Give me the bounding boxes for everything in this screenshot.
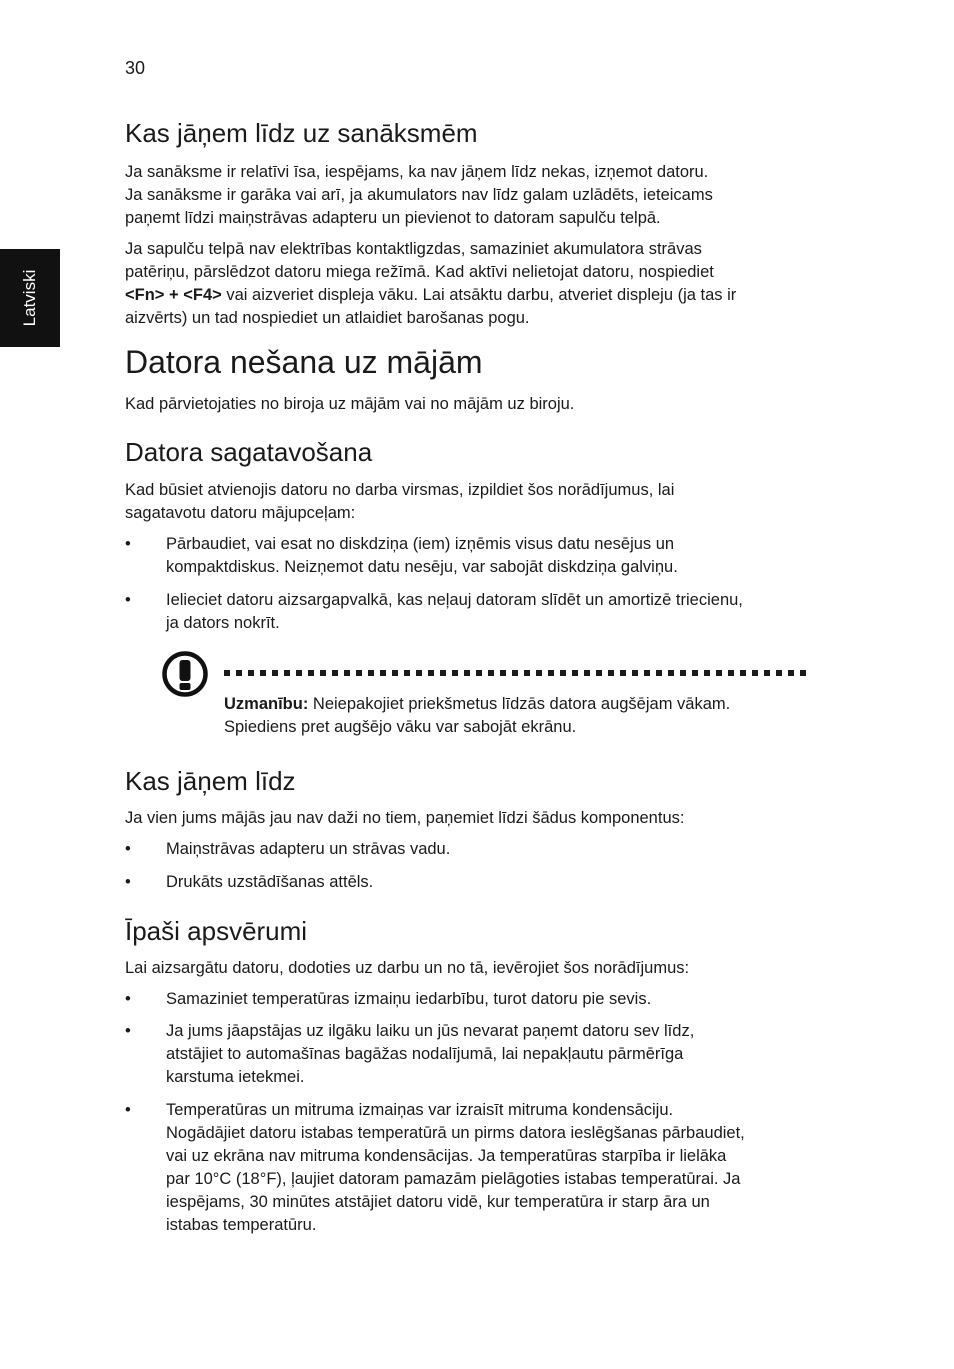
text-line: aizvērts) un tad nospiediet un atlaidiet barošanas pogu. — [125, 309, 530, 327]
text-line: karstuma ietekmei. — [166, 1068, 305, 1086]
list-item-text — [166, 871, 811, 894]
list-item-text — [166, 988, 811, 1011]
what-to-bring-intro: Ja vien jums mājās jau nav daži no tiem, paņemiet līdzi šādus komponentus: — [125, 809, 685, 827]
text-line: Temperatūras un mitruma izmaiņas var izraisīt mitruma kondensāciju. — [166, 1101, 674, 1119]
key-combination: <Fn> + <F4> — [125, 286, 222, 304]
exclamation-icon — [162, 651, 208, 697]
language-tab-label: Latviski — [20, 269, 39, 327]
text-line: Ja jums jāapstājas uz ilgāku laiku un jūs nevarat paņemt datoru sev līdz, — [166, 1022, 695, 1040]
meetings-paragraph-2 — [125, 238, 815, 330]
list-item-text — [166, 533, 811, 579]
heading-preparing: Datora sagatavošana — [125, 437, 373, 467]
text-line: atstājiet to automašīnas bagāžas nodalījumā, lai nepakļautu pārmērīga — [166, 1045, 684, 1063]
language-side-tab — [0, 249, 60, 347]
special-considerations-intro: Lai aizsargātu datoru, dodoties uz darbu un no tā, ievērojiet šos norādījumus: — [125, 959, 690, 977]
caution-note — [224, 693, 814, 739]
page-number: 30 — [125, 58, 146, 78]
text-line: kompaktdiskus. Neizņemot datu nesēju, var sabojāt diskdziņa galviņu. — [166, 558, 678, 576]
text-line — [125, 284, 815, 307]
bullet-icon: • — [125, 1101, 131, 1119]
bullet-icon: • — [125, 1022, 131, 1040]
text-span: vai aizveriet displeja vāku. Lai atsāktu darbu, atveriet displeju (ja tas ir — [221, 286, 737, 304]
text-line: vai uz ekrāna nav mitruma kondensācijas. Ja temperatūras starpība ir lielāka — [166, 1147, 727, 1165]
list-item-text — [166, 838, 811, 861]
text-line: patēriņu, pārslēdzot datoru miega režīmā. Kad aktīvi nelietojat datoru, nospiediet — [125, 263, 714, 281]
text-line: Ielieciet datoru aizsargapvalkā, kas neļauj datoram slīdēt un amortizē triecienu, — [166, 591, 743, 609]
text-line: Ja sapulču telpā nav elektrības kontaktligzdas, samaziniet akumulatora strāvas — [125, 240, 702, 258]
caution-dotted-divider — [224, 670, 806, 676]
text-line: sagatavotu datoru mājupceļam: — [125, 504, 356, 522]
bullet-icon: • — [125, 873, 131, 891]
preparing-intro — [125, 479, 815, 525]
text-line: Ja sanāksme ir relatīvi īsa, iespējams, ka nav jāņem līdz nekas, izņemot datoru. — [125, 163, 709, 181]
text-line: ja dators nokrīt. — [166, 614, 280, 632]
text-line: istabas temperatūru. — [166, 1216, 317, 1234]
list-item-text — [166, 1020, 811, 1089]
text-line: paņemt līdzi maiņstrāvas adapteru un pievienot to datoram sapulču telpā. — [125, 209, 661, 227]
bullet-icon: • — [125, 591, 131, 609]
text-line: par 10°C (18°F), ļaujiet datoram pamazām pielāgoties istabas temperatūrai. Ja — [166, 1170, 741, 1188]
heading-meetings: Kas jāņem līdz uz sanāksmēm — [125, 118, 478, 148]
text-line: Pārbaudiet, vai esat no diskdziņa (iem) izņēmis visus datu nesējus un — [166, 535, 675, 553]
text-line: iespējams, 30 minūtes atstājiet datoru vidē, kur temperatūra ir starp āra un — [166, 1193, 710, 1211]
text-line — [224, 693, 814, 716]
text-line: Kad būsiet atvienojis datoru no darba virsmas, izpildiet šos norādījumus, lai — [125, 481, 675, 499]
bullet-icon: • — [125, 990, 131, 1008]
taking-home-intro: Kad pārvietojaties no biroja uz mājām vai no mājām uz biroju. — [125, 395, 575, 413]
text-line: Ja sanāksme ir garāka vai arī, ja akumulators nav līdz galam uzlādēts, ieteicams — [125, 186, 713, 204]
text-line: Spiediens pret augšējo vāku var sabojāt ekrānu. — [224, 718, 577, 736]
caution-label: Uzmanību: — [224, 695, 309, 713]
heading-special-considerations: Īpaši apsvērumi — [125, 916, 308, 946]
bullet-icon: • — [125, 840, 131, 858]
heading-taking-home: Datora nešana uz mājām — [125, 344, 483, 380]
text-line: Maiņstrāvas adapteru un strāvas vadu. — [166, 840, 451, 858]
text-line: Nogādājiet datoru istabas temperatūrā un pirms datora ieslēgšanas pārbaudiet, — [166, 1124, 745, 1142]
heading-what-to-bring: Kas jāņem līdz — [125, 766, 296, 796]
text-line: Samaziniet temperatūras izmaiņu iedarbību, turot datoru pie sevis. — [166, 990, 652, 1008]
bullet-icon: • — [125, 535, 131, 553]
text-span: Neiepakojiet priekšmetus līdzās datora augšējam vākam. — [308, 695, 731, 713]
meetings-paragraph-1 — [125, 161, 815, 230]
list-item-text — [166, 589, 811, 635]
text-line: Drukāts uzstādīšanas attēls. — [166, 873, 374, 891]
list-item-text — [166, 1099, 811, 1237]
